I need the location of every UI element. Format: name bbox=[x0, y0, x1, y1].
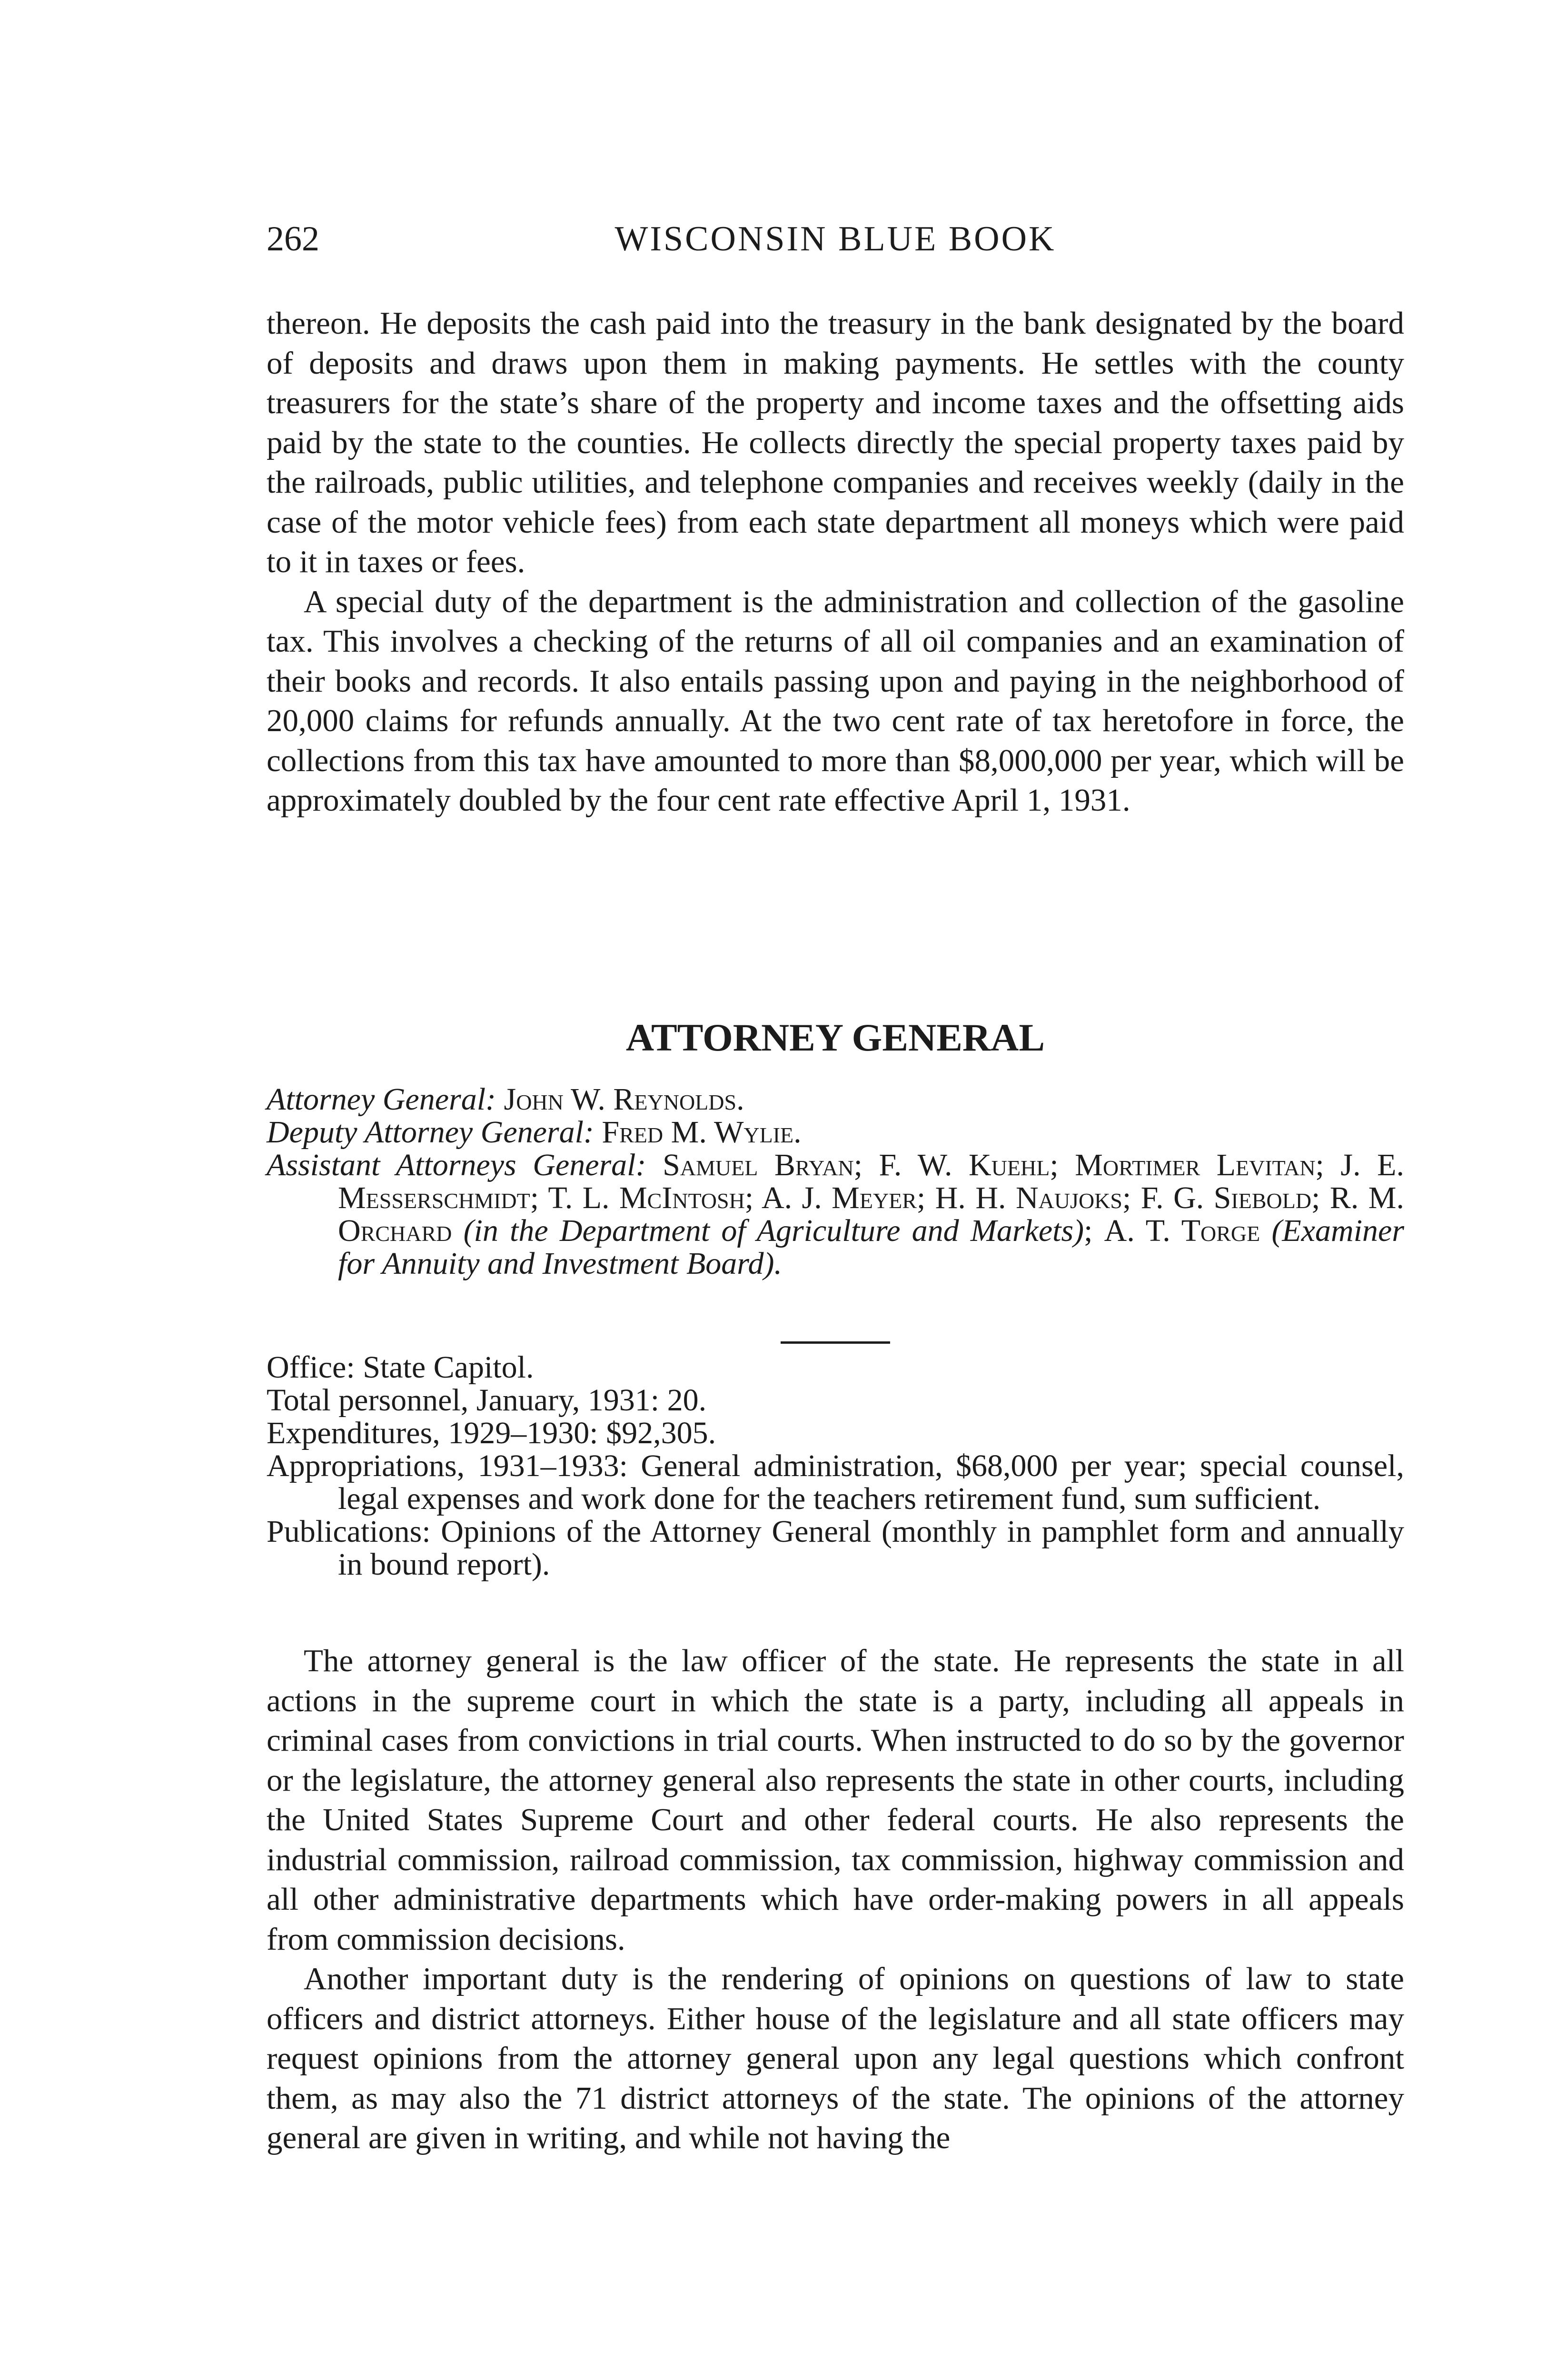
officer-name: Fred M. Wylie. bbox=[602, 1115, 802, 1150]
paragraph-law-officer: The attorney general is the law officer of the state. He represents the state in all actions in the supreme court in which the state is a party, including all appeals in criminal cases from convictions in trial courts. When instructed to do so by the governor or the legislature, the attorney general also represents the state in other courts, including the United States Supreme Court and other federal courts. He also represents the industrial commission, railroad commission, tax commission, highway commission and all other administrative departments which have order-making powers in all appeals from commission decisions. bbox=[267, 1643, 1404, 1957]
section-divider bbox=[781, 1341, 890, 1344]
fact-appropriations: Appropriations, 1931–1933: General administration, $68,000 per year; special counsel, legal expenses and work done for the teachers retirement fund, sum sufficient. bbox=[267, 1448, 1404, 1516]
running-head: WISCONSIN BLUE BOOK bbox=[614, 219, 1056, 258]
page-number: 262 bbox=[267, 219, 319, 258]
assistant-note: (in the Department of Agriculture and Markets) bbox=[463, 1213, 1084, 1248]
fact-office: Office: State Capitol. bbox=[267, 1350, 534, 1385]
officer-deputy bbox=[267, 1116, 1404, 1149]
officer-role: Deputy Attorney General: bbox=[267, 1115, 594, 1150]
page-header bbox=[267, 215, 1404, 263]
officer-attorney-general bbox=[267, 1083, 1404, 1116]
treasury-text bbox=[267, 304, 1404, 821]
officers-list bbox=[267, 1083, 1404, 1280]
fact-personnel: Total personnel, January, 1931: 20. bbox=[267, 1383, 707, 1418]
fact-expenditures: Expenditures, 1929–1930: $92,305. bbox=[267, 1416, 716, 1450]
paragraph-gasoline-tax: A special duty of the department is the administration and collection of the gasoline tax. This involves a checking of the returns of all oil companies and an examination of their books and records. It also entails passing upon and paying in the neighborhood of 20,000 claims for refunds annually. At the two cent rate of tax heretofore in force, the collections from this tax have amounted to more than $8,000,000 per year, which will be approximately doubled by the four cent rate effective April 1, 1931. bbox=[267, 584, 1404, 818]
officer-role: Attorney General: bbox=[267, 1082, 496, 1117]
department-facts bbox=[267, 1351, 1404, 1581]
assistant-names: Samuel Bryan; F. W. Kuehl; Mortimer Levitan; J. E. Messerschmidt; T. L. McIntosh; A. J. Meyer; H. H. Naujoks; F. G. Siebold; R. M. Orchard bbox=[338, 1148, 1404, 1248]
paragraph-opinions: Another important duty is the rendering of opinions on questions of law to state officers and district attorneys. Either house of the legislature and all state officers may request opinions from the attorney general upon any legal questions which confront them, as may also the 71 district attorneys of the state. The opinions of the attorney general are given in writing, and while not having the bbox=[267, 1961, 1404, 2155]
officer-role: Assistant Attorneys General: bbox=[267, 1148, 646, 1182]
officer-assistants bbox=[267, 1149, 1404, 1280]
section-title: ATTORNEY GENERAL bbox=[625, 1016, 1045, 1059]
attorney-general-text bbox=[267, 1641, 1404, 2158]
officer-name: John W. Reynolds. bbox=[504, 1082, 744, 1117]
fact-publications: Publications: Opinions of the Attorney General (monthly in pamphlet form and annually in bound report). bbox=[267, 1514, 1404, 1582]
assistant-names: A. T. Torge bbox=[1104, 1213, 1260, 1248]
assistant-note: (Examiner for Annuity and Investment Board). bbox=[338, 1213, 1405, 1281]
paragraph-continued: thereon. He deposits the cash paid into the treasury in the bank designated by the board of deposits and draws upon them in making payments. He settles with the county treasurers for the state’s share of the property and income taxes and the offsetting aids paid by the state to the counties. He collects directly the special property taxes paid by the railroads, public utilities, and telephone companies and receives weekly (daily in the case of the motor vehicle fees) from each state department all moneys which were paid to it in taxes or fees. bbox=[267, 306, 1404, 579]
list-separator: ; bbox=[1084, 1213, 1093, 1248]
